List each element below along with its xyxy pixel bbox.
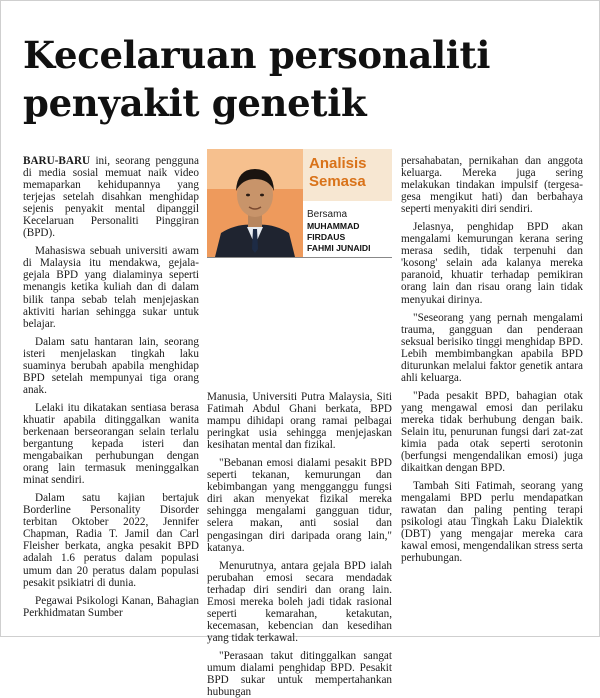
paragraph: "Perasaan takut ditinggalkan sangat umum dialami penghidap BPD. Pesakit BPD sukar untuk mempertahankan hubungan <box>207 649 392 698</box>
paragraph: Dalam satu kajian bertajuk Borderline Personality Disorder terbitan Oktober 2022, Jennifer Chapman, Radia T. Jamil dan Carl Fleisher berkata, angka pesakit BPD adalah 1.6 peratus dalam populasi umum dan 20 peratus dalam populasi pesakit psikiatri di dunia. <box>23 492 199 589</box>
article-column-3 <box>401 155 583 633</box>
paragraph: "Bebanan emosi dialami pesakit BPD seperti tekanan, kemurungan dan kebimbangan yang mengganggu fungsi diri akan menyekat fizikal mereka sehingga mengalami gangguan tidur, selera makan, anti sosial dan pengasingan diri daripada orang lain," katanya. <box>207 457 392 554</box>
lead-word: BARU-BARU <box>23 155 91 167</box>
with-label: Bersama <box>307 209 348 220</box>
paragraph: Jelasnya, penghidap BPD akan mengalami kemurungan kerana sering merasa sedih, tidak terpenuhi dan 'kosong' selain ada kalanya mereka paranoid, khuatir terhadap pemikiran orang lain dan risau orang lain tidak menyukai dirinya. <box>401 221 583 306</box>
paragraph-text: ini, seorang pengguna di media sosial memuat naik video memaparkan kehidupannya yang terjejas setelah disahkan menghidap sejenis penyakit mental dipanggil Kecelaruan Personaliti Pinggiran (BPD). <box>23 155 199 240</box>
article-column-1 <box>23 155 199 633</box>
headline <box>23 31 583 127</box>
author-name <box>307 221 391 254</box>
paragraph: persahabatan, pernikahan dan anggota keluarga. Mereka juga sering melakukan tindakan impulsif (tergesa-gesa mengikut hati) dan berbahaya seperti menyakiti diri sendiri. <box>401 155 583 216</box>
paragraph: Menurutnya, antara gejala BPD ialah perubahan emosi secara mendadak terhadap diri sendiri dan orang lain. Emosi mereka boleh jadi tidak rasional seperti kemarahan, ketakutan, kecemasan, kebencian dan kesedihan yang tidak terkawal. <box>207 559 392 644</box>
portrait-illustration <box>207 149 303 257</box>
section-tag <box>309 155 389 191</box>
paragraph: Dalam satu hantaran lain, seorang isteri menjelaskan tingkah laku suaminya berubah apabila menghidap BPD setelah mempunyai tiga orang anak. <box>23 335 199 396</box>
columnist-photo <box>207 149 303 257</box>
paragraph: Manusia, Universiti Putra Malaysia, Siti Fatimah Abdul Ghani berkata, BPD mampu dihidapi orang ramai pelbagai peringkat usia sehingga menjejaskan kesihatan mental dan fizikal. <box>207 391 392 452</box>
author-line-1: MUHAMMAD <box>307 221 360 231</box>
columnist-box <box>207 149 392 383</box>
tag-line-1: Analisis <box>309 155 367 172</box>
author-line-3: FAHMI JUNAIDI <box>307 243 371 253</box>
paragraph: Tambah Siti Fatimah, seorang yang mengalami BPD perlu mendapatkan rawatan dan paling penting terapi psikologi atau Tingkah Laku Dialektik (DBT) yang mengajar mereka cara kawal emosi, mengendalikan stress serta perhubungan. <box>401 480 583 565</box>
paragraph: Pegawai Psikologi Kanan, Bahagian Perkhidmatan Sumber <box>23 594 199 619</box>
paragraph <box>23 155 199 239</box>
paragraph: Mahasiswa sebuah universiti awam di Malaysia itu mendakwa, gejala-gejala BPD yang dialaminya seperti menangis ketika kuliah dan di dalam bilik tanpa sebab telah menjejaskan aktiviti harian sehingga sukar untuk belajar. <box>23 245 199 330</box>
article-column-2 <box>207 391 392 698</box>
tag-line-2: Semasa <box>309 173 366 190</box>
divider <box>207 257 392 258</box>
author-line-2: FIRDAUS <box>307 232 346 242</box>
paragraph: Lelaki itu dikatakan sentiasa berasa khuatir apabila ditinggalkan wanita berkenaan berseorangan selain terlalu bergantung kepada isteri dan mengabaikan perhubungan dengan orang lain termasuk meninggalkan minat sendiri. <box>23 401 199 487</box>
headline-line-1: Kecelaruan personaliti <box>23 33 491 77</box>
paragraph: "Pada pesakit BPD, bahagian otak yang mengawal emosi dan perilaku mereka tidak berhubung dengan baik. Selain itu, penurunan fungsi dari zat-zat kimia pada otak seperti serotonin (berfungsi mengendalikan emosi) juga dikaitkan dengan BPD. <box>401 389 583 475</box>
headline-line-2: penyakit genetik <box>23 81 367 125</box>
paragraph: "Seseorang yang pernah mengalami trauma, gangguan dan penderaan seksual berisiko tinggi menghidap BPD. Lebih membimbangkan apabila BPD diturunkan melalui faktor genetik antara ahli keluarga. <box>401 311 583 384</box>
